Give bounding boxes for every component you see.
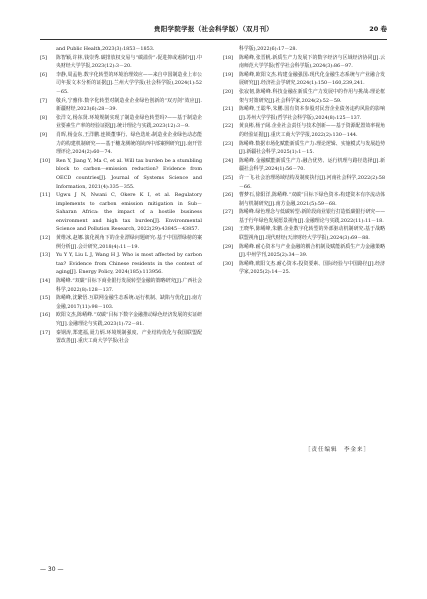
reference-number: [13] xyxy=(40,252,51,259)
reference-text: Ren Y, Jiang Y, Ma C, et al. Will tax burden be a stumbling block to carbon－emission reduction? Evidence from OECD countries[J]. Journal of Systems Science and Information, 2021(4):335－355. xyxy=(56,157,202,190)
reference-entry xyxy=(40,71,202,97)
reference-number: [30] xyxy=(223,260,234,267)
reference-text: 陈崤峰.“双碳”目标下商业银行发展转型金融的策略研究[J].广西社会科学,2022(8):128－137. xyxy=(56,278,202,293)
reference-entry xyxy=(40,45,202,54)
reference-text: 黄维冰,赵娜.演化视角下的企业漂绿问题研究:基于中国漂绿榜的案例分析[J].会计研究,2018(4):11－19. xyxy=(56,235,202,250)
reference-number: [24] xyxy=(223,157,234,164)
reference-entry xyxy=(40,191,202,234)
reference-number: [12] xyxy=(40,235,51,242)
reference-text: 李静,周孟艳.数字化转型的环境治理效应——来自中国制造业上市公司年报文本分析的证据[J].兰州大学学报(社会科学版),2024(1):52－65. xyxy=(56,71,202,95)
reference-text: 张寂韧,陈崤峰.科技金融在新质生产力发展中的作用与挑战:理论框架与对策研究[J].社会科学家,2024(2):52－59. xyxy=(239,88,385,104)
reference-text: 陈崤峰.耐心资本与产业金融的耦合机制及赋能新质生产力金融策略[J].中州学刊,2025(2):34－39. xyxy=(239,243,385,259)
reference-entry xyxy=(40,311,202,328)
reference-entry xyxy=(40,114,202,131)
reference-text: 黄良彬,杨子阔.企业社会责任与技术创新——基于资源配置效率视角的经验证据[J].重庆工商大学学报,2022(2):130－144. xyxy=(239,123,385,138)
reference-text: 陈崤峰,王聪华,朱鹏.国有资本参股对民营企业债务违约风险的影响[J].苏州大学学报(哲学社会科学版),2024(8):125－137. xyxy=(239,106,385,121)
reference-text: 陈崤峰.数据市场化赋能新质生产力:理论逻辑、实施模式与发展趋势[J].新疆社会科学,2025(1):1－15. xyxy=(239,140,385,156)
references-right-column xyxy=(223,45,385,277)
reference-number: [25] xyxy=(223,174,234,181)
reference-number: [6] xyxy=(40,71,47,78)
reference-entry xyxy=(223,191,385,208)
reference-entry xyxy=(223,105,385,122)
reference-text: 王晓华,陈崤峰,朱鹏.企业数字化转型的外部驱动机制研究:基于战略联盟视角[J].现代财经(天津财经大学学报),2024(3):69－88. xyxy=(239,226,385,242)
reference-text: 陈崤峰,欧阳文杰.构建金融强国:现代化金融生态系统与产业融合发展研究[J].经济社会学研究,2024(1):150－160,239,241. xyxy=(239,71,385,87)
reference-number: [7] xyxy=(40,97,47,104)
reference-number: [21] xyxy=(223,106,234,113)
reference-entry xyxy=(40,131,202,157)
reference-number: [27] xyxy=(223,209,234,216)
reference-number: [18] xyxy=(223,54,234,61)
reference-entry xyxy=(40,54,202,71)
journal-title: 贵阳学院学报（社会科学版）（双月刊） xyxy=(153,25,274,33)
page-number: — 30 — xyxy=(40,566,64,573)
reference-number: [17] xyxy=(40,329,51,336)
reference-entry xyxy=(223,45,385,54)
reference-entry xyxy=(223,54,385,71)
reference-number: [11] xyxy=(40,192,51,199)
reference-number: [8] xyxy=(40,114,47,121)
reference-number: [16] xyxy=(40,312,51,319)
volume-label: 20 卷 xyxy=(369,25,387,33)
reference-text: 陈崤峰.金融赋能新质生产力:融合优势、运行机理与路径选择[J].新疆社会科学,2024(1):56－70. xyxy=(239,157,385,173)
reference-text: 欧阳文杰,陈崤峰.“双碳”目标下数字金融推动绿色经济发展的实证研究[J].金融理论与实践,2023(1):72－81. xyxy=(56,312,202,327)
reference-text: Yu Y Y, Liu L J, Wang H J. Who is most affected by carbon tax? Evidence from Chinese residents in the context of aging[J]. Energy Policy, 2024(185):113956. xyxy=(56,252,202,276)
reference-entry xyxy=(40,277,202,294)
reference-text: 陈智颖,许林,钱崇秀.碳排放权交易与“碳溢价”:促进抑或遏制?[J].中央财经大学学报,2023(12):3－20. xyxy=(56,54,202,70)
reference-text: Ugwu J N, Nwani C, Okere K I, et al. Regulatory implements to carbon emission mitigation in Sub－Saharan Africa: the impact of a hostile business environment and high tax burden[J]. Environmental Science and Pollution Research, 2022(29):43845－43857. xyxy=(56,192,202,233)
reference-text: 陈崤峰,沈繁悟.互联网金融生态系统:运行机制、缺陷与优化[J].南方金融,2017(11):98－103. xyxy=(56,295,202,310)
reference-number: [22] xyxy=(223,123,234,130)
references-left-column xyxy=(40,45,202,346)
reference-entry xyxy=(40,294,202,311)
reference-text: 敬兵,宁雅伟.数字化转型对制造业企业绿色创新的“双刃剑”效应[J].新疆财经,2023(6):28－39. xyxy=(56,97,202,113)
reference-entry xyxy=(40,234,202,251)
reference-entry xyxy=(223,157,385,174)
reference-text: 肖晖,杨金东,王洋鹏.连锁董事行、绿色选址:制造业企业绿色动态能力的构建机制研究——基于穗龙测统的陕西中部案例研究[J].南开管理评论,2024(2):60－74. xyxy=(56,131,202,156)
reference-entry xyxy=(40,251,202,277)
reference-entry xyxy=(223,208,385,225)
reference-text: 科学版),2022(6):17－28. xyxy=(239,46,298,52)
reference-text: and Public Health,2023(3):1853－1853. xyxy=(56,46,155,52)
reference-number: [10] xyxy=(40,157,51,164)
reference-number: [5] xyxy=(40,54,47,61)
reference-entry xyxy=(223,174,385,191)
reference-entry xyxy=(40,157,202,191)
page-header xyxy=(40,22,387,38)
reference-entry xyxy=(223,243,385,260)
reference-entry xyxy=(223,260,385,277)
reference-text: 陈崤峰.绿色理念与低碳转型:新阶段商业银行打造低碳银行研究——基于行年绿色发展愿景视角[J].金融理论与实践,2022(11):11－18. xyxy=(239,209,385,224)
reference-entry xyxy=(223,122,385,139)
reference-entry xyxy=(40,329,202,346)
reference-text: 曹梦石,徐阳洋,陈崤峰.“双碳”目标下绿色资本:构建资本有序流动体制与机制研究[J].南方金融,2021(5):59－68. xyxy=(239,192,385,207)
reference-number: [20] xyxy=(223,88,234,95)
reference-number: [19] xyxy=(223,71,234,78)
reference-entry xyxy=(40,97,202,114)
header-rule xyxy=(40,39,387,40)
reference-number: [15] xyxy=(40,295,51,302)
reference-number: [29] xyxy=(223,243,234,250)
reference-number: [23] xyxy=(223,140,234,147)
reference-text: 张洋文,杨东贤.环境规制实现了制造业绿色转型吗?——基于制造企业要素生产率的经验证据[J].统计理论与实践,2023(12):3－9. xyxy=(56,114,202,130)
reference-entry xyxy=(223,225,385,242)
reference-number: [26] xyxy=(223,192,234,199)
reference-entry xyxy=(223,71,385,88)
reference-entry xyxy=(223,140,385,157)
reference-text: 陈崤峰,张晋帆.新质生产力发展下的数字经济与区域经济协同[J].云南师范大学学报(哲学社会科学版),2024(3):86－97. xyxy=(239,54,385,70)
reference-text: 陈崤峰,欧阳文杰.耐心资本:投资要素、国际经验与中国路径[J].经济学家,2025(2):14－25. xyxy=(239,260,385,276)
reference-text: 秦钢涛,郑建福,聂力炳.环境规制强度、产业结构优化与我国联盟配置改善[J].重庆工商大学学报(社会 xyxy=(56,329,202,345)
reference-text: 许一飞.社会治理场域结构及制度执行[J].河南社会科学,2022(2):58－66. xyxy=(239,174,385,190)
responsible-editor: ［责任编辑 李金来］ xyxy=(305,447,371,453)
reference-number: [14] xyxy=(40,278,51,285)
reference-number: [9] xyxy=(40,131,47,138)
reference-number: [28] xyxy=(223,226,234,233)
reference-entry xyxy=(223,88,385,105)
